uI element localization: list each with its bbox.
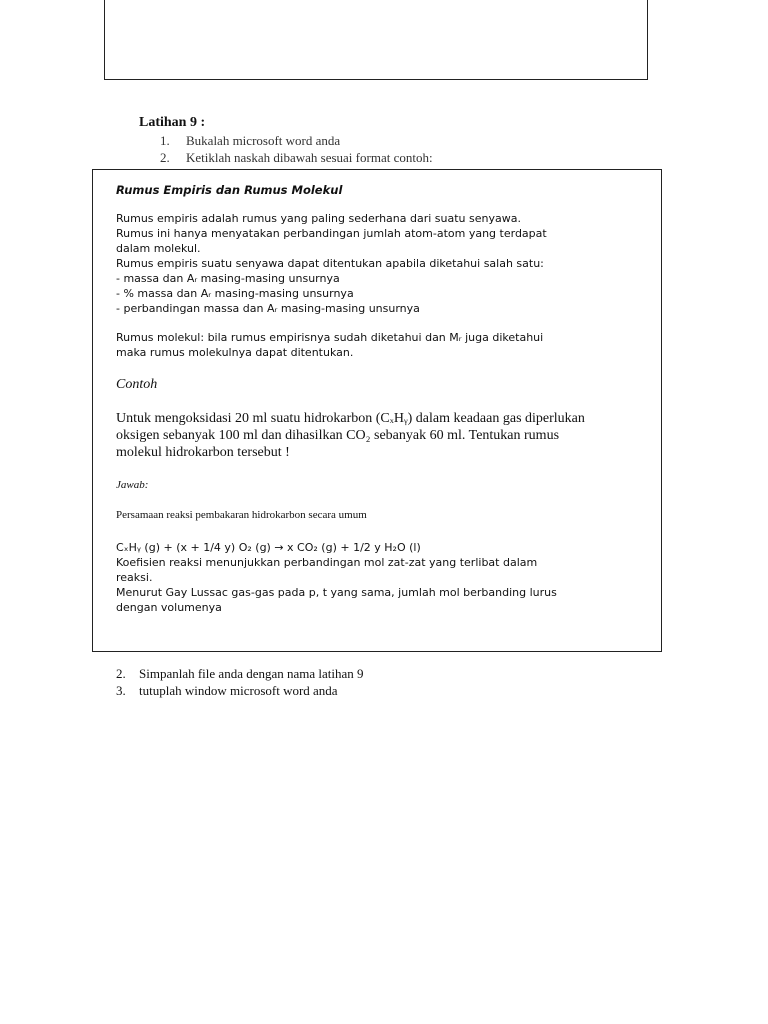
list-text: Bukalah microsoft word anda	[186, 133, 341, 148]
empirical-formula-paragraph	[116, 211, 646, 316]
text-line: Menurut Gay Lussac gas-gas pada p, t yang sama, jumlah mol berbanding lurus	[116, 586, 557, 599]
text-line: dalam molekul.	[116, 242, 201, 255]
list-text: tutuplah window microsoft word anda	[139, 683, 338, 698]
text-line: Rumus ini hanya menyatakan perbandingan jumlah atom-atom yang terdapat	[116, 227, 547, 240]
list-text: Simpanlah file anda dengan nama latihan 9	[139, 666, 364, 681]
list-item	[160, 132, 433, 149]
persamaan-text: Persamaan reaksi pembakaran hidrokarbon secara umum	[116, 509, 367, 521]
reaction-equation: CₓHᵧ (g) + (x + 1/4 y) O₂ (g) → x CO₂ (g) + 1/2 y H₂O (l)	[116, 541, 421, 554]
text-line: Koefisien reaksi menunjukkan perbandingan mol zat-zat yang terlibat dalam	[116, 556, 538, 569]
text-line: Rumus empiris suatu senyawa dapat ditentukan apabila diketahui salah satu:	[116, 257, 544, 270]
list-item	[116, 665, 364, 682]
list-number: 3.	[116, 683, 126, 698]
text-line: oksigen sebanyak 100 ml dan dihasilkan CO₂ sebanyak 60 ml. Tentukan rumus	[116, 428, 560, 443]
exercise-heading: Latihan 9 :	[139, 115, 206, 130]
text-line: maka rumus molekulnya dapat ditentukan.	[116, 346, 354, 359]
example-title: Rumus Empiris dan Rumus Molekul	[116, 183, 343, 197]
text-line: - massa dan Aᵣ masing-masing unsurnya	[116, 272, 340, 285]
list-item	[160, 149, 433, 166]
list-text: Ketiklah naskah dibawah sesuai format contoh:	[186, 150, 433, 165]
list-number: 1.	[160, 133, 170, 148]
text-line: dengan volumenya	[116, 601, 222, 614]
top-frame-box	[104, 0, 648, 80]
instruction-list-top	[160, 132, 433, 166]
jawab-label: Jawab:	[116, 479, 149, 491]
text-line: Untuk mengoksidasi 20 ml suatu hidrokarbon (CₓHᵧ) dalam keadaan gas diperlukan	[116, 411, 585, 426]
list-number: 2.	[116, 666, 126, 681]
question-paragraph	[116, 410, 656, 461]
text-line: reaksi.	[116, 571, 153, 584]
text-line: molekul hidrokarbon tersebut !	[116, 445, 290, 460]
text-line: Rumus molekul: bila rumus empirisnya sudah diketahui dan Mᵣ juga diketahui	[116, 331, 544, 344]
contoh-label: Contoh	[116, 377, 158, 392]
text-line: - perbandingan massa dan Aᵣ masing-masing unsurnya	[116, 302, 420, 315]
text-line: - % massa dan Aᵣ masing-masing unsurnya	[116, 287, 354, 300]
list-item	[116, 682, 364, 699]
answer-paragraph	[116, 540, 646, 615]
instruction-list-bottom	[116, 665, 364, 699]
molecular-formula-paragraph	[116, 330, 646, 360]
text-line: Rumus empiris adalah rumus yang paling sederhana dari suatu senyawa.	[116, 212, 521, 225]
list-number: 2.	[160, 150, 170, 165]
